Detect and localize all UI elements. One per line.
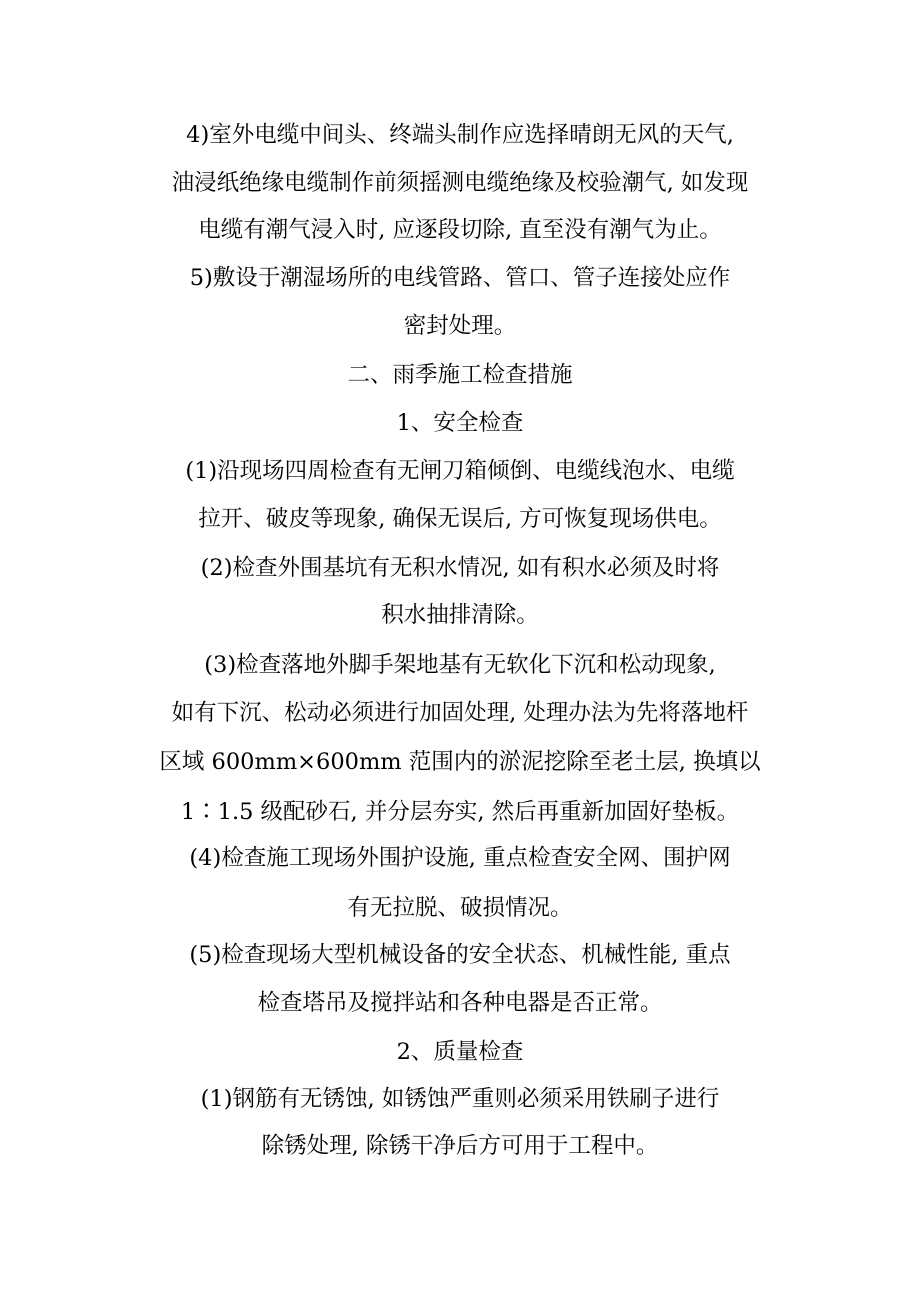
text-line: 电缆有潮气浸入时, 应逐段切除, 直至没有潮气为止。 bbox=[198, 217, 722, 243]
text-line: (1)沿现场四周检查有无闸刀箱倾倒、电缆线泡水、电缆 bbox=[185, 458, 735, 484]
text-line: (2)检查外围基坑有无积水情况, 如有积水必须及时将 bbox=[200, 555, 720, 581]
subsection-heading: 1、安全检查 bbox=[396, 410, 524, 436]
text-line: 4)室外电缆中间头、终端头制作应选择晴朗无风的天气, bbox=[186, 122, 734, 148]
text-line: (3)检查落地外脚手架地基有无软化下沉和松动现象, bbox=[204, 652, 716, 678]
text-line: 有无拉脱、破损情况。 bbox=[347, 895, 573, 921]
text-line: 检查塔吊及搅拌站和各种电器是否正常。 bbox=[257, 990, 663, 1016]
text-line: 油浸纸绝缘电缆制作前须摇测电缆绝缘及校验潮气, 如发现 bbox=[171, 170, 749, 196]
text-line: (1)钢筋有无锈蚀, 如锈蚀严重则必须采用铁刷子进行 bbox=[200, 1086, 720, 1112]
text-line: 密封处理。 bbox=[403, 313, 517, 339]
text-line: 区域 600mm×600mm 范围内的淤泥挖除至老土层, 换填以 bbox=[159, 749, 761, 775]
text-line: 如有下沉、松动必须进行加固处理, 处理办法为先将落地杆 bbox=[171, 700, 749, 726]
text-line: 除锈处理, 除锈干净后方可用于工程中。 bbox=[261, 1133, 659, 1159]
text-line: 拉开、破皮等现象, 确保无误后, 方可恢复现场供电。 bbox=[198, 506, 722, 532]
text-line: 1∶1.5 级配砂石, 并分层夯实, 然后再重新加固好垫板。 bbox=[180, 799, 740, 825]
text-line: (5)检查现场大型机械设备的安全状态、机械性能, 重点 bbox=[189, 942, 731, 968]
subsection-heading: 2、质量检查 bbox=[396, 1039, 524, 1065]
text-line: (4)检查施工现场外围护设施, 重点检查安全网、围护网 bbox=[189, 845, 731, 871]
text-line: 5)敷设于潮湿场所的电线管路、管口、管子连接处应作 bbox=[189, 265, 731, 291]
text-line: 积水抽排清除。 bbox=[381, 602, 539, 628]
section-heading: 二、雨季施工检查措施 bbox=[347, 362, 573, 388]
